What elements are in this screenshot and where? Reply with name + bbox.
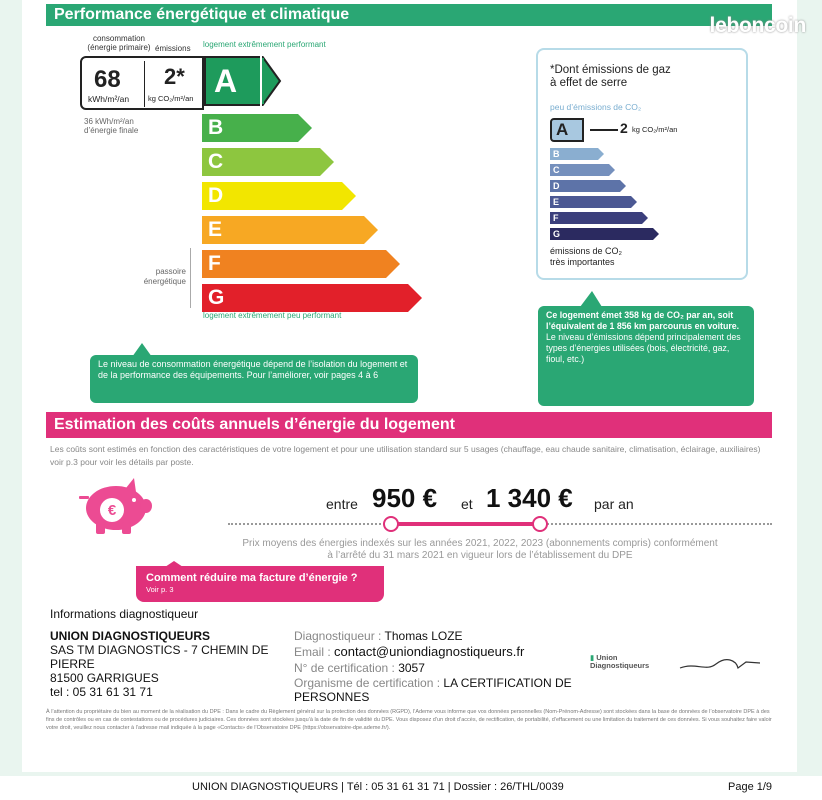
gas-value: 2 <box>620 120 628 136</box>
best-performance-label: logement extrêmement performant <box>203 40 326 49</box>
legal-notice: À l’attention du propriétaire du bien au moment de la réalisation du DPE : Dans le cadre du Règlement général sur la protection des données (RGPD), l’Ademe vous informe que vos données personnelles (Nom-Prénom-Adresse) sont stockées dans la base de données de l’observatoire DPE à des fins de contrôles ou en cas de contestations ou de procédures judiciaires. Ces données sont stockées jusqu’à la date de fin de validité du DPE. Vous disposez d’un droit d’accès, de rectification, de portabilité, d’effacement ou une limitation du traitement de ces données. Si vous souhaitez faire valoir votre droit, veuillez nous contacter à l’adresse mail indiquée à la page «Contacts» de l’Observatoire DPE (https://observatoire-dpe.ademe.fr/). <box>46 709 772 731</box>
diagnostician-heading: Informations diagnostiqueur <box>50 607 199 621</box>
cost-range-bar <box>391 522 540 526</box>
diagnostician-name: Thomas LOZE <box>384 629 463 643</box>
gas-class-f-bar: F <box>550 212 642 224</box>
energy-class-e-bar: E <box>202 216 364 244</box>
union-logo-mark: ▮ <box>590 653 595 662</box>
cost-and-label: et <box>461 496 473 512</box>
diagnostician-label: Diagnostiqueur : <box>294 629 385 643</box>
value-separator <box>144 61 145 107</box>
worst-performance-label: logement extrêmement peu performant <box>203 311 342 320</box>
cost-high-value: 1 340 € <box>486 483 573 513</box>
gas-callout-text: Le niveau d’émissions dépend principalement des types d’énergies utilisées (bois, électricité, gaz, fioul, etc.) <box>546 332 741 364</box>
union-logo <box>590 654 660 670</box>
cost-per-year-label: par an <box>594 496 634 512</box>
gas-pointer-line <box>590 129 618 131</box>
reduce-bill-link[interactable] <box>136 566 384 602</box>
address-line-1: SAS TM DIAGNOSTICS - 7 CHEMIN DE <box>50 643 269 657</box>
gas-title: *Dont émissions de gaz à effet de serre <box>550 64 671 89</box>
energy-value: 68 <box>94 66 121 93</box>
energy-class-b-bar: B <box>202 114 298 142</box>
energy-class-c-bar: C <box>202 148 320 176</box>
energy-section-header <box>46 4 772 26</box>
organism-name: LA CERTIFICATION DE <box>443 676 572 690</box>
company-phone: tel : 05 31 61 31 71 <box>50 685 153 699</box>
union-logo-text: Union Diagnostiqueurs <box>590 653 650 670</box>
leboncoin-logo: leboncoin <box>709 14 806 37</box>
gas-callout-pointer <box>576 291 604 307</box>
email-link[interactable]: contact@uniondiagnostiqueurs.fr <box>334 644 525 659</box>
energy-class-a-bar <box>204 56 260 106</box>
cost-note: Les coûts sont estimés en fonction des caractéristiques de votre logement et pour une utilisation standard sur 5 usages (chauffage, eau chaude sanitaire, climatisation, éclairage, auxiliaires) voir p.3 pour voir les détails par poste. <box>50 444 761 467</box>
reduce-bill-sub: Voir p. 3 <box>146 585 174 594</box>
energy-class-g-bar: G <box>202 284 408 312</box>
energy-section-title: Performance énergétique et climatique <box>54 6 350 23</box>
page-footer <box>0 776 822 800</box>
gas-rating: A <box>556 120 569 139</box>
final-energy-note: 36 kWh/m²/an d’énergie finale <box>84 117 139 135</box>
cost-low-value: 950 € <box>372 483 438 513</box>
gas-class-g-bar: G <box>550 228 653 240</box>
passoire-label: passoire énergétique <box>143 267 186 286</box>
gas-high-label: émissions de CO₂ très importantes <box>550 246 623 267</box>
certification-row <box>294 661 425 675</box>
gas-callout <box>538 306 754 406</box>
cost-section-title: Estimation des coûts annuels d’énergie du logement <box>54 416 455 433</box>
organism-label: Organisme de certification : <box>294 676 444 690</box>
energy-value-box <box>80 56 204 110</box>
certification-number: 3057 <box>398 661 425 675</box>
company-name: UNION DIAGNOSTIQUEURS <box>50 629 211 643</box>
energy-class-d-bar: D <box>202 182 342 210</box>
emissions-label: émissions <box>155 44 191 53</box>
svg-text:€: € <box>107 502 117 519</box>
cost-section-header <box>46 412 772 438</box>
energy-class-a-arrow <box>262 56 282 106</box>
energy-rating: A <box>214 63 238 99</box>
organism-row <box>294 676 572 690</box>
address-line-2: PIERRE <box>50 657 95 671</box>
email-row <box>294 645 524 659</box>
page-number: Page 1/9 <box>728 781 773 793</box>
energy-class-f-bar: F <box>202 250 386 278</box>
cost-high-marker <box>532 516 548 532</box>
diagnostician-row <box>294 629 463 643</box>
energy-unit: kWh/m²/an <box>88 94 130 104</box>
certification-label: N° de certification : <box>294 661 399 675</box>
cost-low-marker <box>383 516 399 532</box>
gas-class-d-bar: D <box>550 180 620 192</box>
organism-name-2: PERSONNES <box>294 690 370 704</box>
gas-class-c-bar: C <box>550 164 609 176</box>
email-label: Email : <box>294 645 335 659</box>
gas-emissions-box <box>536 48 748 280</box>
gas-callout-bold: Ce logement émet 358 kg de CO₂ par an, soit l’équivalent de 1 856 km parcourus en voiture. <box>546 310 740 331</box>
gas-class-e-bar: E <box>550 196 631 208</box>
signature <box>676 654 762 676</box>
emissions-unit: kg CO₂/m²/an <box>148 94 194 103</box>
piggy-bank-icon <box>76 478 154 536</box>
gas-low-label: peu d’émissions de CO₂ <box>550 102 642 112</box>
address-line-3: 81500 GARRIGUES <box>50 671 159 685</box>
gas-class-a-box <box>550 118 584 142</box>
passoire-bracket <box>190 248 191 308</box>
reduce-bill-title: Comment réduire ma facture d’énergie ? <box>146 572 358 584</box>
energy-callout: Le niveau de consommation énergétique dépend de l’isolation du logement et de la performance des équipements. Pour l’améliorer, voir pages 4 à 6 <box>90 355 418 403</box>
gas-class-b-bar: B <box>550 148 598 160</box>
footer-info: UNION DIAGNOSTIQUEURS | Tél : 05 31 61 31 71 | Dossier : 26/THL/0039 <box>192 781 564 793</box>
cost-between-label: entre <box>326 496 358 512</box>
emissions-value: 2* <box>164 64 185 89</box>
price-index-note: Prix moyens des énergies indexés sur les années 2021, 2022, 2023 (abonnements compris) conformément à l’arrêté du 31 mars 2021 en vigueur lors de l’établissement du DPE <box>242 538 718 561</box>
consumption-label: consommation (énergie primaire) <box>87 34 151 52</box>
gas-unit: kg CO₂/m²/an <box>632 125 678 134</box>
